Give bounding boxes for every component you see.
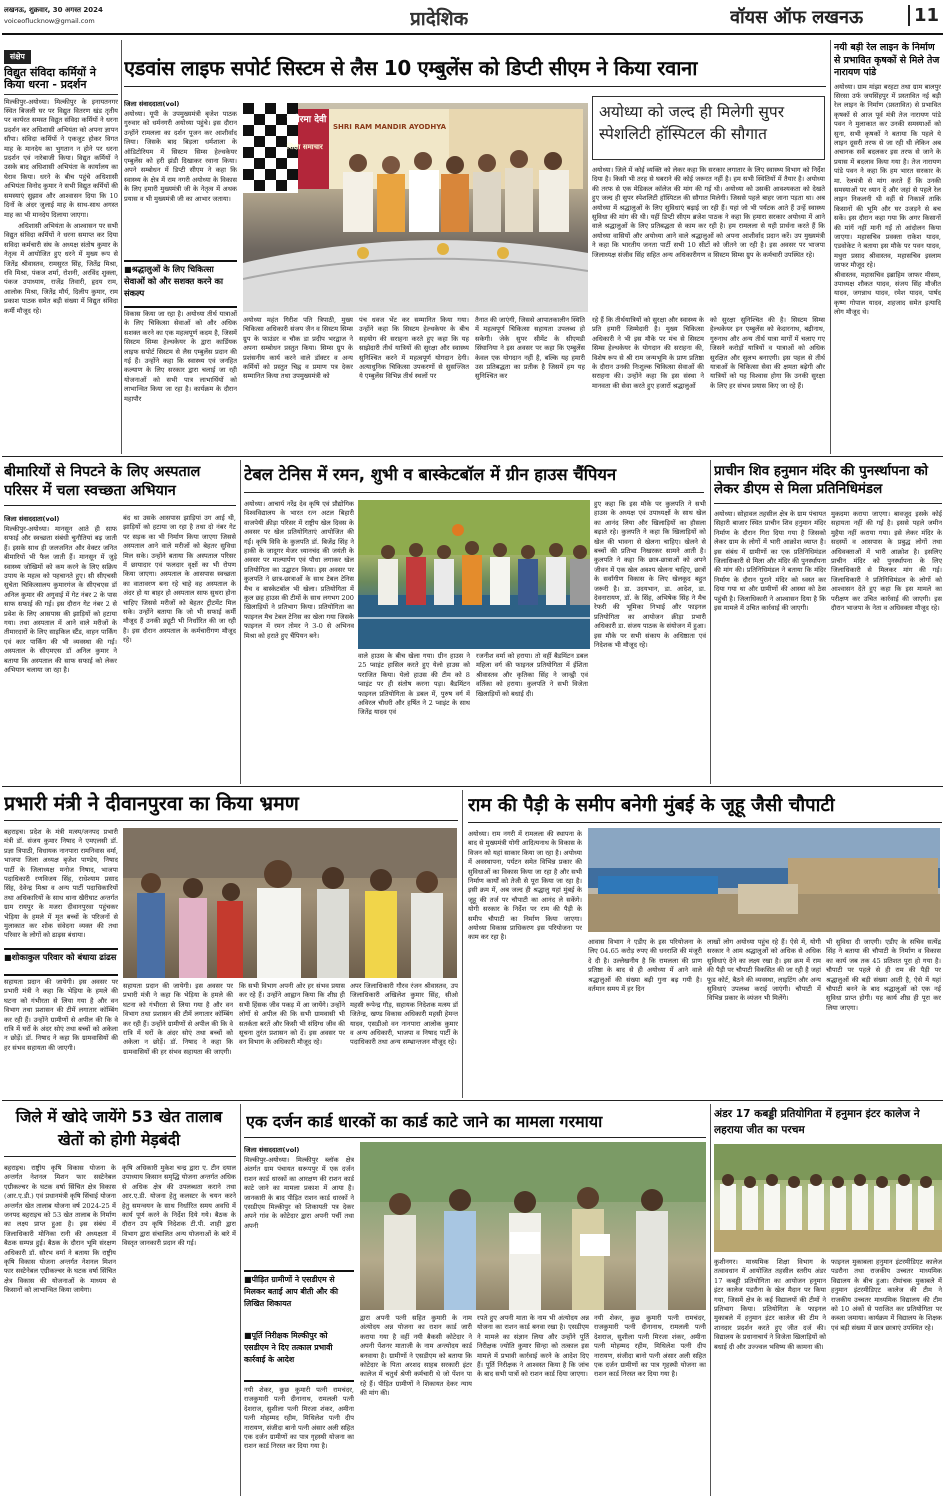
minister-photo	[123, 828, 457, 978]
clean-body: मिल्कीपुर-अयोध्या। मानसून आते ही साफ सफाई और स्वच्छता संबंधी चुनौतियां बढ़ जाती हैं। इसके साथ ही जलजनित और वेक्टर जनित बीमारियों भी फैल जाती हैं। मानसून में जुड़े स्वास्थ्य जोखिमों को कम करने के लिए सक्रिय उपाय के महत्व को पहचानते हुए। सी सीएचसी सुचेता चिकित्सालय कुमारगंज के सीएचएस डॉ अनिल कुमार की अगुवाई में गेट नंबर 2 के पास साफ सफाई की गई। इस दौरान गेट नंबर 2 से प्रवेश के लिए आसपास की झाड़ियों को हटाया गया। तथा अस्पताल में आने वाले मरीजों के तीमारदारों के लिए साइकिल स्टैंड, वाहन पार्किंग एवं कार पार्किंग की भी व्यवस्था की गई। अस्पताल के सीएमएस डॉ अनिल कुमार ने बताया कि अस्पताल की साफ सफाई को लेकर अभियान चलाया जा रहा है।	[4, 525, 117, 675]
tennis-body: अयोध्या। आचार्य नरेंद्र देव कृषि एवं प्रौद्योगिक विश्वविद्यालय के भारत रत्न अटल बिहारी वाजपेयी क्रीड़ा परिसर में राष्ट्रीय खेल दिवस के अवसर पर खेल प्रतियोगिताएं आयोजित की गईं। कृषि विवि के कुलपति डॉ. बिजेंद्र सिंह ने हाकी के जादूगर मेजर ध्यानचंद की जयंती के अवसर पर माल्यार्पण एवं पौधा लगाकर खेल प्रतियोगिता का उद्घाटन किया। इस अवसर पर कुलपति ने छात्र-छात्राओं के साथ टेबल टेनिस मैच व बास्केटबॉल भी खेला। प्रतियोगिता में कुल छह हाउस की टीमों के साथ लगभग 200 खिलाड़ियों ने प्रतिभाग किया। प्रतियोगिता का फाइनल मैच टेबल टेनिस का खेला गया जिसके फाइनल में रमन तोमर ने 3-0 से अभिनव मिश्रा को हराते हुए चैंपियन बने।	[244, 500, 354, 640]
ration-headline-rule	[244, 1137, 706, 1138]
rail-body-2: श्रीवास्तव, महासचिव इब्राहिम जाफर मीसम, उपाध्यक्ष शौकत यादव, संजय सिंह मौजीत यादव, जगन्नाथ यादव, रमेश यादव, पार्षद कृष्ण गोपाल यादव, शहजाद समेत इत्यादि लोग मौजूद थे।	[834, 270, 941, 317]
rail-headline: नयी बड़ी रेल लाइन के निर्माण से प्रभावित कृषकों से मिले तेज नारायण पांडे	[834, 42, 940, 78]
minister-headline-rule	[4, 820, 458, 821]
row2-rule	[2, 786, 943, 787]
minister-body-4: कि सभी विभाग अपनी ओर हर संभव प्रयास कर रहे हैं। उन्होंने आह्वान किया कि शीघ्र ही सभी हिंसक जीव पकड़ में आ जायेंगे। उन्होंने लोगों से अपील की कि सभी ग्रामवासी भी सतर्कता बरतें और किसी भी संदिग्ध जीव की सूचना तुरंत प्रशासन को दें। इस अवसर पर वन विभाग के अधिकारी मौजूद रहे।	[239, 982, 345, 1047]
hospital-body: अयोध्या। जिले में कोई व्यक्ति को लेकर कहा कि सरकार लगातार के लिए स्वास्थ्य विभाग को निर्देश दिया है। किसी भी तरह से घबराने की कोई जरूरत नहीं है। हम सभी स्थितियों में तैयार है। अयोध्या की तरफ से एक मेडिकल कॉलेज की मांग की गई थी। अयोध्या को उसकी आवश्यकता को देखते हुए जल्द ही सुपर स्पेशलिटी हॉस्पिटल की सौगात मिलेगी। जिससे पहले बाहर जाना पड़ता था। अब अयोध्या में श्रद्धालुओं के लिए सुविधाएं बढ़ाई जा रही हैं। यहां जो भी पर्यटक आते हैं उन्हें स्वास्थ्य सुविधा की मांग की थी। यहीं डिप्टी सीएम ब्रजेश पाठक ने कहा कि हमारा सरकार अयोध्या में आने वाले श्रद्धालुओं के लिए प्रतिबद्धता से काम कर रही है। हम रामलला से यही प्रार्थना करते हैं कि अयोध्या वासियों और अयोध्या आने वाले श्रद्धालुओं को अपना आशीर्वाद प्रदान करें। उप मुख्यमंत्री ने कहा कि भारतीय जनता पार्टी सभी 10 सीटों को जीतने जा रही है। इस अवसर पर भाजपा जिलाध्यक्ष संजीव सिंह सहित अन्य अधिकारीगण व सिस्टम सिम्स ग्रुप के कर्मचारी उपस्थित रहे।	[592, 166, 825, 259]
right-col-rule	[830, 40, 831, 454]
ration-quote-2-bullet-icon: ■	[244, 1331, 252, 1340]
paper-name: वॉयस ऑफ लखनऊ	[730, 7, 864, 28]
hospital-body-2: रहे हैं कि तीर्थयात्रियों को सुरक्षा और स्वास्थ्य के प्रति हमारी जिम्मेदारी है। मुख्य चिकित्सा अधिकारी ने भी इस मौके पर मंच से सिस्टम सिम्स हेल्थकेयर के योगदान की सराहना की, विशेष रूप से श्री राम जन्मभूमि के प्राण प्रतिष्ठा के दौरान उनकी निःशुल्क चिकित्सा सेवाओं की सराहना की। उन्होंने कहा कि इस संस्था ने मानवता की सेवा करते हुए हजारों श्रद्धालुओं	[592, 316, 704, 390]
ponds-body-2: कृषि अधिकारी मुकेश चन्द्र द्वारा ए. टीन दयाल उपाध्याय किसान समृद्धि योजना अन्तर्गत अधिक से अधिक क्षेत्र की उपलब्धता कराने तथा आर.ए.डी. योजना हेतु कलस्टर के चयन करने हेतु समन्वयन के साथ निर्धारित समय अवधि में कार्य पूर्ण करने के निर्देश दिये गये। बैठक के दौरान उप कृषि निदेशक टी.पी. शाही द्वारा विभाग द्वारा संचालित अन्य योजनाओं के बारे में विस्तृत जानकारी प्रदान की गई।	[122, 1164, 236, 1248]
ration-body-3: द्वारा अपनी पत्नी सहित कुमारी के नाम अंत्योदय अन्न योजना का राशन कार्ड जारी कराया गया है वहीं नयी बैकसी कोटेदार ने अपनी पेंशनर माताजी के नाम अन्त्योदय कार्ड बनवाया है। ग्रामीणों ने एसडीएम को बताया कि कोटेदार के पिता अरशद साहब सरकारी इंटर कालेज में चतुर्थ श्रेणी कर्मचारी थे जो पेंशन पा रहे हैं। पीड़ित ग्रामीणों ने शिकायत देकर न्याय की मांग की।	[360, 1314, 472, 1398]
temple-headline: प्राचीन शिव हनुमान मंदिर की पुनर्स्थापना को लेकर डीएम से मिला प्रतिनिधिमंडल	[714, 464, 929, 497]
ponds-headline: जिले में खोदे जायेंगे 53 खेत तालाब खेतों को होगी मेड़बंदी	[15, 1108, 223, 1149]
ration-body: मिल्कीपुर-अयोध्या। मिल्कीपुर ब्लॉक क्षेत्र अंतर्गत ग्राम पंचायत सरूपपुर में एक दर्जन राशन कार्ड धारकों का आरक्षण की राशन कार्ड काटे जाने का मामला प्रकाश में आया है। जानकारी के बाद पीड़ित राशन कार्ड धारकों ने एसडीएम मिल्कीपुर को शिकायती पत्र देकर अपने गांव के कोटेदार द्वारा अपनी पर्ची तथा अपनी	[244, 1156, 354, 1230]
kabaddi-body-2: फाइनल मुकाबला हनुमान इंटरमीडिएट कालेज पडरौना तथा राजकीय उच्चतर माध्यमिक विद्यालय के बीच हुआ। रोमांचक मुकाबले में हनुमान इंटरमीडिएट कालेज की टीम ने राजकीय उच्चतर माध्यमिक विद्यालय की टीम को 10 अंकों से पराजित कर प्रतियोगिता पर कब्जा जमाया। कार्यक्रम में विद्यालय के शिक्षक एवं बड़ी संख्या में छात्र छात्राएं उपस्थित रहे।	[831, 1258, 942, 1332]
row3-rule-a	[462, 790, 463, 1098]
minister-quote-bullet-icon: ■	[4, 953, 12, 962]
juhu-body-5: भी सुविधा दी जाएगी। एडीए के सचिव सत्येंद्र सिंह ने बताया की चौपाटी के निर्माण व विकास का कार्य जब तक 45 प्रतिशत पूरा हो गया है। चौपाटी पर पहले से ही राम की पैड़ी पर श्रद्धालुओं की बड़ी संख्या आती है, ऐसे में यहां चौपाटी बनने के बाद श्रद्धालुओं को एक नई सुविधा प्राप्त होगी। यह कार्य शीघ्र ही पूरा कर लिया जाएगा।	[826, 938, 941, 1012]
tennis-photo-scene	[358, 500, 590, 649]
section-title: प्रादेशिक	[410, 8, 469, 30]
minister-body: बहराइच। प्रदेश के मंत्री मत्स्य/जनपद प्रभारी मंत्री डॉ. संजय कुमार निषाद ने एमएलसी डॉ. प्रज्ञा त्रिपाठी, विधायक नानपारा रामनिवास वर्मा, भाजपा जिला अध्यक्ष बृजेश पाण्डेय, निषाद पार्टी के जिलाध्यक्ष मनोज निषाद, भाजपा पदाधिकारी रणविजय सिंह, राधेश्याम प्रसाद सिंह, देवेन्द्र मिश्रा व अन्य पार्टी पदाधिकारियों तथा अधिकारियों के साथ थाना खैरीघाट अन्तर्गत ग्राम रायपुर के मजरा दीवानपुरवा पहुंचकर भेड़िया के हमले में मृत बच्चों के परिजनों से मुलाकात कर शोक संवेदना व्यक्त की तथा परिवार के लोगों को ढाढ़स बंधाया।	[4, 828, 118, 940]
clean-bureau: जिला संवाददाता(vol)	[4, 515, 60, 523]
rail-story	[834, 42, 941, 454]
minister-body-5: अपर जिलाधिकारी गौरव रंजन श्रीवास्तव, उप जिलाधिकारी अखिलेश कुमार सिंह, सीओ महसी रूपेन्द्र गौड़, सहायक निदेशक मत्स्य डॉ जितेन्द्र, खण्ड विकास अधिकारी महसी हेमन्त यादव, एसडीओ वन नानपारा आलोक कुमार व अन्य अधिकारी, भाजपा व निषाद पार्टी के पदाधिकारी तथा अन्य सम्भ्रान्तजन मौजूद रहे।	[350, 982, 458, 1047]
tennis-headline-rule	[244, 492, 704, 493]
lead-photo	[243, 103, 588, 312]
lead-quote	[124, 260, 237, 308]
temple-body-2: मुकदमा कराया जाएगा। बावजूद इसके कोई सहायता नहीं की गई है। इससे पहले जमीन मुहैया नहीं कराया गया। इसे लेकर मंदिर के सदस्यों व आसपास के प्रबुद्ध लोगों तथा अधिवक्ताओं में भारी आक्रोश है। इसलिए प्राचीन मंदिर को पुनर्स्थापना के लिए जिलाधिकारी से मिलकर मांग की गई। जिलाधिकारी ने प्रतिनिधिमंडल के लोगों को आश्वासन देते हुए कहा कि इस मामले का परीक्षण कर उचित कार्रवाई की जाएगी। इस दौरान भाजपा के नेता व अधिवक्ता मौजूद रहे।	[831, 510, 942, 613]
ration-body-2: नयी शेकर, कुछ कुमारी पत्नी रामचंदर, राजकुमारी पत्नी दीनानाथ, रामलली पत्नी देशराज, सुशीला पत्नी मिरजा शंकर, अमीना पत्नी मोहम्मद रहीम, मिथिलेश पत्नी दीप नारायण, संजीदा बानो पत्नी अंसार अली सहित एक दर्जन ग्रामीणों का पात्र गृहस्थी योजना का राशन कार्ड निरस्त कर दिया गया है।	[244, 1386, 354, 1451]
minister-photo-scene	[123, 828, 457, 978]
juhu-photo-scene	[588, 828, 940, 932]
kabaddi-photo-scene	[714, 1144, 942, 1252]
temple-headline-rule	[714, 503, 942, 504]
minister-headline: प्रभारी मंत्री ने दीवानपुरवा का किया भ्रमण	[4, 792, 299, 815]
left-col-rule	[121, 40, 122, 454]
ration-quote-1	[244, 1270, 354, 1328]
tennis-photo	[358, 500, 590, 649]
masthead-rule	[2, 33, 943, 35]
minister-quote-text: शोकाकुल परिवार को बंधाया ढांढस	[11, 952, 117, 962]
hospital-headline-box	[592, 96, 825, 160]
tennis-body-3: रजनीश वर्मा को हराया। तो वहीं बैडमिंटन डबल महिला वर्ग की फाइनल प्रतियोगिता में ईशिता श्रीवास्तव और कृतिका सिंह ने जान्ह्वी एवं वर्तिका को हराया। कुलपति ने सभी विजेता खिलाड़ियों को बधाई दी।	[476, 652, 588, 698]
lead-headline: एडवांस लाइफ सपोर्ट सिस्टम से लैस 10 एम्बुलेंस को डिप्टी सीएम ने किया रवाना	[124, 56, 698, 80]
ration-body-5: नयी शेकर, कुछ कुमारी पत्नी रामचंदर, राजकुमारी पत्नी दीनानाथ, रामलली पत्नी देशराज, सुशीला पत्नी मिरजा शंकर, अमीना पत्नी मोहम्मद रहीम, मिथिलेश पत्नी दीप नारायण, संजीदा बानो पत्नी अंसार अली सहित एक दर्जन ग्रामीणों का पात्र गृहस्थी योजना का राशन कार्ड निरस्त कर दिया गया है।	[594, 1314, 706, 1379]
minister-body-3: सहायता प्रदान की जायेगी। इस अवसर पर प्रभारी मंत्री ने कहा कि भेड़िया के हमले की घटना को गंभीरता से लिया गया है और वन विभाग तथा प्रशासन की टीमें लगातार कॉम्बिंग कर रही हैं। उन्होंने ग्रामीणों से अपील की कि वे रात्रि में घरों के अंदर सोएं तथा बच्चों को अकेला न छोड़ें। डॉ. निषाद ने कहा कि ग्रामवासियों की हर संभव सहायता की जाएगी।	[123, 982, 233, 1056]
juhu-headline: राम की पैड़ी के समीप बनेगी मुंबई के जूहू जैसी चौपाटी	[468, 795, 835, 816]
lead-headline-rule	[124, 86, 826, 87]
masthead-date: लखनऊ, शुक्रवार, 30 अगस्त 2024	[4, 6, 103, 14]
ponds-headline-rule	[4, 1156, 236, 1157]
masthead	[0, 0, 945, 34]
briefs-body: मिल्कीपुर-अयोध्या। मिल्कीपुर के इनायतनगर स्थित बिजली घर पर विद्युत वितरण खंड तृतीय पर कार्यरत समस्त विद्युत संविदा कर्मियों ने धरना प्रदर्शन कर अधिशासी अभियंता को अपना ज्ञापन सौंपा। संविदा कर्मियों ने एकजुट होकर विगत माह के मानदेय का भुगतान न होने पर धरना प्रदर्शन एवं नारेबाजी किया। विद्युत कर्मियों ने उसके बाद अधिशासी अभियंता के कार्यालय का घेराव किया। धरने के बीच पहुंचे अधिशासी अभियंता विनोद कुमार ने सभी विद्युत कर्मियों की समस्याएं सुझाव और आश्वासन दिया कि 10 दिनों के अंदर जुलाई माह के साथ-साथ अगस्त माह का भी मानदेय दिलाया जाएगा।	[4, 97, 118, 219]
ponds-body: बहराइच। राष्ट्रीय कृषि विकास योजना के अन्तर्गत नेशनल मिशन फार सस्टेनेबल एग्रीकल्चर के घटक वर्षा सिंचित क्षेत्र विकास (आर.ए.डी.) एवं प्रधानमंत्री कृषि सिंचाई योजना अन्तर्गत खेत तालाब योजना वर्ष 2024-25 में जनपद बहराइच को 53 खेत तालाब के निर्माण का लक्ष्य प्राप्त हुआ है। इस संबंध में जिलाधिकारी मोनिका रानी की अध्यक्षता में बैठक सम्पन्न हुई। बैठक के दौरान भूमि संरक्षण अधिकारी डॉ. सौरभ वर्मा ने बताया कि राष्ट्रीय कृषि विकास योजना अन्तर्गत नेशनल मिशन फार सस्टेनेबल एग्रीकल्चर के घटक वर्षा सिंचित क्षेत्र विकास की योजनाओं के माध्यम से किसानों को लाभान्वित किया जायेगा।	[4, 1164, 116, 1295]
row2-rule-a	[240, 460, 241, 784]
kabaddi-photo	[714, 1144, 942, 1252]
tennis-body-4: हुए कहा कि इस मौके पर कुलपति ने सभी हाउस के अध्यक्ष एवं उपाध्यक्षों के साथ खेल का आनंद लिया और खिलाड़ियों का हौसला बढ़ाते रहे। कुलपति ने कहा कि खिलाड़ियों को खेल की भावना से खेलना चाहिए। खेलने से बच्चों की प्रतिभा निखरकर सामने आती है। कुलपति ने कहा कि छात्र-छात्राओं को अपने जीवन में एक खेल अवश्य खेलना चाहिए, छात्रों के सर्वांगीण विकास के लिए खेलकूद बहुत जरूरी है। डा. उदयभान, डा. आदेश, डा. देवनारायण, डॉ. के सिंह, अभिषेक सिंह ने मैच रेफरी की भूमिका निभाई और फाइनल प्रतियोगिता का आयोजन क्रीड़ा प्रभारी अधिकारी डा. संजय पाठक के संयोजन में हुआ। इस मौके पर सभी संकाय के अधिष्ठाता एवं निदेशक भी मौजूद रहे।	[594, 500, 706, 650]
lead-body-3: अयोध्या महंत गिरीश पति त्रिपाठी, मुख्य चिकित्सा अधिकारी संजय जैन व सिस्टम सिम्स ग्रुप के फाउंडर व चौक डा प्रदीप भरद्वाज ने अपना सम्बोधन प्रस्तुत किया। सिम्स ग्रुप के प्रशंसनीय कार्य करने वाले डॉक्टर व अन्य कर्मियों को प्रस्तुत चिह्न व प्रमाण पत्र देकर सम्मानित किया तथा उपमुख्यमंत्री को	[243, 316, 353, 381]
rail-body: अयोध्या। ग्राम मांझा बरहटा तथा ग्राम बालपुर सिरसा उर्फ जयसिंहपुर में प्रस्तावित नई बड़ी रेल लाइन के निर्माण (प्रस्तावित) से प्रभावित कृषकों से आज पूर्व मंत्री तेज नारायण पांडे पवन ने मुलाकात कर उनकी समस्याओं को सुना, सभी कृषकों ने बताया कि पहले ये लाइन दूसरी तरफ से जा रही थी लेकिन अब अचानक सर्वे बदलकर इस तरफ से जाने के प्रयास में बदलाव किया गया है। तेज नारायण पांडे पवन ने कहा कि हम भारत सरकार के मा. रेलमंत्री से मांग करते हैं कि उनकी समस्याओं पर ध्यान दें और जहां से पहले रेल लाइन निकलनी थी वहीं से निकालें ताकि किसानों की भूमि और घर उजड़ने से बच सकें। इस दौरान कहा गया कि अगर किसानों की मांगें नहीं मानी गईं तो आंदोलन किया जाएगा। महासचिव प्रवक्ता राकेश यादव, एडवोकेट ने बताया इस मौके पर पवन यादव, मथुरा प्रसाद श्रीवास्तव, महासचिव इस्लाम जाफर मौजूद रहे।	[834, 82, 941, 270]
briefs-column	[4, 44, 118, 452]
lead-body: अयोध्या। यूपी के उपमुख्यमंत्री बृजेश पाठक गुरुवार को धर्मनगरी अयोध्या पहुंचे। इस दौरान उन्होंने रामलला का दर्शन पूजन कर आशीर्वाद लिया। जिसके बाद बिड़ला धर्मशाला के ऑडिटोरियम में सिस्टम सिम्स हेल्थकेयर एम्बुलेंस को हरी झंडी दिखाकर रवाना किया। अपने सम्बोधन में डिप्टी सीएम ने कहा कि स्वास्थ्य के क्षेत्र में राम नगरी अयोध्या के विकास के लिए हमारी मुख्यमंत्री जी के नेतृत्व में अथक प्रयास व भी मुख्यमंत्री जी का आभार जताया।	[124, 110, 237, 203]
lead-quote-text: श्रद्धालुओं के लिए चिकित्सा सेवाओं को और सशक्त करने का संकल्प	[124, 264, 224, 298]
row4-rule-b	[710, 1104, 711, 1496]
juhu-photo	[588, 828, 940, 932]
lead-body-2: विकास किया जा रहा है। अयोध्या तीर्थ यात्राओं के लिए चिकित्सा सेवाओं को और अधिक सशक्त करने का एक महत्वपूर्ण कदम है, जिसमें सिस्टम सिम्स हेल्थकेयर के द्वारा कार्डियक लाइफ सपोर्ट सिस्टम से लैस एम्बुलेंस प्रदान की गई हैं। उन्होंने कहा कि स्वास्थ्य एवं जनहित कल्याण के लिए सरकार द्वारा चलाई जा रही योजनाओं को सभी पात्र लाभार्थियों को लाभान्वित किया जा रहा है। कार्यक्रम के दौरान महापौर	[124, 310, 237, 403]
ration-photo-scene	[360, 1142, 706, 1310]
juhu-body: अयोध्या। राम नगरी में रामलला की स्थापना के बाद से मुख्यमंत्री योगी आदित्यनाथ के विकास के विजन को यहां साकार किया जा रहा है। अयोध्या में अवस्थापना, पर्यटन समेत विभिन्न प्रकार की सुविधाओं का विकास किया जा रहा है और सभी निर्माण कार्यों को तेजी से पूरा किया जा रहा है। इसी क्रम में, अब जल्द ही श्रद्धालु यहां मुंबई के जूहू की तर्ज पर चौपाटी का आनंद ले सकेंगे। योगी सरकार के निर्देश पर राम की पैड़ी के समीप चौपाटी का निर्माण किया जाएगा। अयोध्या विकास प्राधिकरण इस परियोजना पर काम कर रहा है।	[468, 830, 582, 942]
juhu-body-3: आवास विभाग ने एडीए के इस परियोजना के लिए 04.65 करोड़ रुपए की धनराशि की मंजूरी दे दी है। उल्लेखनीय है कि रामलला की प्राण प्रतिष्ठा के बाद से ही अयोध्या में आने वाले श्रद्धालुओं की संख्या बढ़ी गुना बढ़ गयी है। वर्तमान समय में हर दिन	[588, 938, 702, 994]
lead-body-5: तैनात की जाएंगी, जिससे आपातकालीन स्थिति में महत्वपूर्ण चिकित्सा सहायता उपलब्ध हो सकेगी। जेके सुपर सीमेंट के सीएमडी सिंघानिया ने इस अवसर पर कहा कि एम्बुलेंस केवल एक योगदान नहीं है, बल्कि यह हमारी उस प्रतिबद्धता का प्रतीक है जिसमें हम यह सुनिश्चित कर	[475, 316, 585, 381]
juhu-body-4: लाखों लोग अयोध्या पहुंच रहे हैं। ऐसे में, योगी सरकार ने आम श्रद्धालुओं को अधिक से अधिक सुविधाएं देने का लक्ष्य रखा है। इस क्रम में राम की पैड़ी पर चौपाटी विकसित की जा रही है जहां फूड कोर्ट, बैठने की व्यवस्था, लाइटिंग और अन्य सुविधाएं उपलब्ध कराई जाएंगी। चौपाटी में विभिन्न प्रकार के व्यंजन भी मिलेंगे।	[707, 938, 821, 1003]
tennis-headline: टेबल टेनिस में रमन, शुभी व बास्केटबॉल में ग्रीन हाउस चैंपियन	[244, 465, 617, 484]
clean-headline-rule	[4, 505, 236, 506]
minister-quote	[4, 948, 118, 976]
lead-bureau: जिला संवाददाता(vol)	[124, 100, 180, 108]
lead-photo-banner-line2: शिक्षा समाचार	[287, 143, 323, 151]
briefs-tag: संक्षेप	[4, 50, 31, 64]
lead-photo-banner-line1: मनोरमा देवी	[287, 115, 327, 125]
row2-rule-b	[710, 460, 711, 784]
page-number: 11	[908, 5, 939, 26]
row3-rule	[2, 1100, 943, 1101]
clean-headline: बीमारियों से निपटने के लिए अस्पताल परिसर में चला स्वच्छता अभियान	[4, 464, 201, 499]
ration-quote-1-bullet-icon: ■	[244, 1275, 252, 1284]
ration-quote-1-text: पीड़ित ग्रामीणों ने एसडीएम से मिलकर बताई आप बीती और की लिखित शिकायत	[244, 1275, 338, 1308]
juhu-headline-rule	[468, 822, 942, 823]
ration-photo	[360, 1142, 706, 1310]
ration-body-4: रपते हुए अपनी माता के नाम भी अंत्योदय अन्न योजना का राशन कार्ड बनवा रखा है। एसडीएम ने मामले का संज्ञान लिया और उन्होंने पूर्ति निरीक्षक ज्योति कुमार सिन्हा को तत्काल इस मामले में प्रभावी कार्रवाई करने के आदेश दिए हैं। पूर्ति निरीक्षक ने आश्वस्त किया है कि जांच के बाद सभी पात्रों को राशन कार्ड दिया जाएगा।	[477, 1314, 589, 1379]
briefs-headline: विद्युत संविदा कर्मियों ने किया धरना - प्रदर्शन	[4, 67, 118, 95]
tennis-body-2: वाले हाउस के बीच खेला गया। ग्रीन हाउस ने 25 प्वाइंट हासिल करते हुए येलो हाउस को पराजित किया। येलो हाउस की टीम को 8 प्वाइंट पर ही संतोष करना पड़ा। बैडमिंटन फाइनल प्रतियोगिता के डबल में, पुरुष वर्ग में अविरल चौधरी और हर्षित ने 2 प्वाइंट के साथ जितेंद्र यादव एवं	[358, 652, 470, 717]
masthead-email: voiceoflucknow@gmail.com	[4, 17, 95, 25]
lead-photo-scene	[243, 103, 588, 312]
hospital-headline: अयोध्या को जल्द ही मिलेगी सुपर स्पेशलिटी हॉस्पिटल की सौगात	[599, 103, 785, 143]
row1-rule	[2, 456, 943, 457]
kabaddi-body: कुशीनगर। माध्यमिक शिक्षा विभाग के तत्वावधान में आयोजित तहसील स्तरीय अंडर 17 कबड्डी प्रतियोगिता का आयोजन हनुमान इंटर कालेज पडरौना के खेल मैदान पर किया गया, जिसमें क्षेत्र के कई विद्यालयों की टीमों ने प्रतिभाग किया। प्रतियोगिता के फाइनल मुकाबले में हनुमान इंटर कालेज की टीम ने शानदार प्रदर्शन करते हुए जीत दर्ज की। विद्यालय के प्रधानाचार्य ने विजेता खिलाड़ियों को बधाई दी और उज्ज्वल भविष्य की कामना की।	[714, 1258, 826, 1351]
ration-quote-2	[244, 1330, 354, 1382]
ration-headline: एक दर्जन कार्ड धारकों का कार्ड काटे जाने का मामला गरमाया	[246, 1112, 603, 1131]
kabaddi-headline: अंडर 17 कबड्डी प्रतियोगिता में हनुमान इंटर कालेज ने लहराया जीत का परचम	[714, 1108, 920, 1136]
temple-body: अयोध्या। सोहावल तहसील क्षेत्र के ग्राम पंचायत सिहारी बाजार स्थित प्राचीन शिव हनुमान मंदिर निर्माण के दौरान गिरा दिया गया है जिसको लेकर ग्राम के लोगों में भारी आक्रोश व्याप्त है। इस संबंध में ग्रामीणों का एक प्रतिनिधिमंडल जिलाधिकारी से मिला और मंदिर की पुनर्स्थापना की मांग की। प्रतिनिधिमंडल ने बताया कि मंदिर निर्माण के दौरान पुराने मंदिर को ध्वस्त कर दिया गया था और ग्रामीणों की आस्था को ठेस पहुंची है। जिलाधिकारी ने आश्वासन दिया है कि इस मामले में उचित कार्रवाई की जाएगी।	[714, 510, 826, 613]
briefs-body2: अधिशासी अभियंता के आश्वासन पर सभी विद्युत संविदा कर्मियों ने धरना समाप्त कर दिया सविदा कर्मचारी संघ के अध्यक्ष संतोष कुमार के नेतृत्व में आयोजित हुए धरने में मुख्य रूप से जितेंद्र श्रीवास्तव, रामसुरत सिंह, जितेंद्र मिश्रा, रवि मिश्रा, पंकज शर्मा, रोशनी, अरविंद शुक्ला, पंकज उपाध्याय, राजेंद्र तिवारी, हृदय राम, आलोक मिश्रा, जितेंद्र मौर्य, दिलीप कुमार, राम प्रकाश पाठक समेत बड़ी संख्या में विद्युत संविदा कर्मी मौजूद रहे।	[4, 221, 118, 315]
quote-bullet-icon: ■	[124, 265, 132, 274]
lead-body-4: पंच धवज भेंट कर सम्मानित किया गया। उन्होंने कहा कि सिस्टम हेल्थकेयर के बीच सहयोग की सराहना करते हुए कहा कि यह साझेदारी तीर्थ यात्रियों की सुरक्षा और स्वास्थ्य सुनिश्चित करने में महत्वपूर्ण योगदान देगी। अत्याधुनिक चिकित्सा उपकरणों से सुसज्जित ये एम्बुलेंस विभिन्न तीर्थ स्थलों पर	[359, 316, 469, 381]
lead-photo-banner-sign: SHRI RAM MANDIR AYODHYA	[333, 123, 447, 131]
minister-body-2: सहायता प्रदान की जायेगी। इस अवसर पर प्रभारी मंत्री ने कहा कि भेड़िया के हमले की घटना को गंभीरता से लिया गया है और वन विभाग तथा प्रशासन की टीमें लगातार कॉम्बिंग कर रही हैं। उन्होंने ग्रामीणों से अपील की कि वे रात्रि में घरों के अंदर सोएं तथा बच्चों को अकेला न छोड़ें। डॉ. निषाद ने कहा कि ग्रामवासियों की हर संभव सहायता की जाएगी।	[4, 978, 118, 1052]
ration-quote-2-text: पूर्ति निरीक्षक मिल्कीपुर को एसडीएम ने दिए तत्काल प्रभावी कार्रवाई के आदेश	[244, 1331, 333, 1364]
row4-rule-a	[240, 1104, 241, 1496]
hospital-body-3: को सुरक्षा सुनिश्चित की है। सिस्टम सिम्स हेल्थकेयर इन एम्बुलेंस को केदारनाथ, बद्रीनाथ, गुरुनाथ और अन्य तीर्थ यात्रा मार्गों में चलाए गए जिसने करोड़ों यात्रियों व यात्राओं को अधिक सुरक्षित और सुलभ बनाएगी। इस पहल से तीर्थ यात्राओं के चिकित्सा सेवा की क्षमता बढ़ेगी और यात्रियों को यह विश्वास होगा कि उनकी सुरक्षा के लिए हर संभव प्रयास किए जा रहे हैं।	[710, 316, 825, 390]
ration-bureau: जिला संवाददाता(vol)	[244, 1146, 300, 1154]
clean-body-2: बंद था उसके आसपास झाड़ियां उग आई थी, झाड़ियों को हटाया जा रहा है तथा दो नंबर गेट पर सड़क का भी निर्माण किया जाएगा जिससे अस्पताल आने वाले मरीजों को बेहतर सुविधा मिल सके। उन्होंने बताया कि अस्पताल परिसर में छायादार एवं फलदार वृक्षों का भी रोपण किया जाएगा। अस्पताल के आसपास स्वच्छता का वातावरण बना रहे चाहे वह अस्पताल के अंदर हो या बाहर हो अस्पताल साफ सुथरा होना चाहिए जिससे मरीजों को बेहतर ट्रीटमेंट मिल सके। उन्होंने बताया कि जो भी सफाई कर्मी मौजूद हैं उनकी ड्यूटी भी निर्धारित की जा रही है। इस दौरान अस्पताल के कर्मचारीगण मौजूद रहे।	[123, 514, 236, 645]
